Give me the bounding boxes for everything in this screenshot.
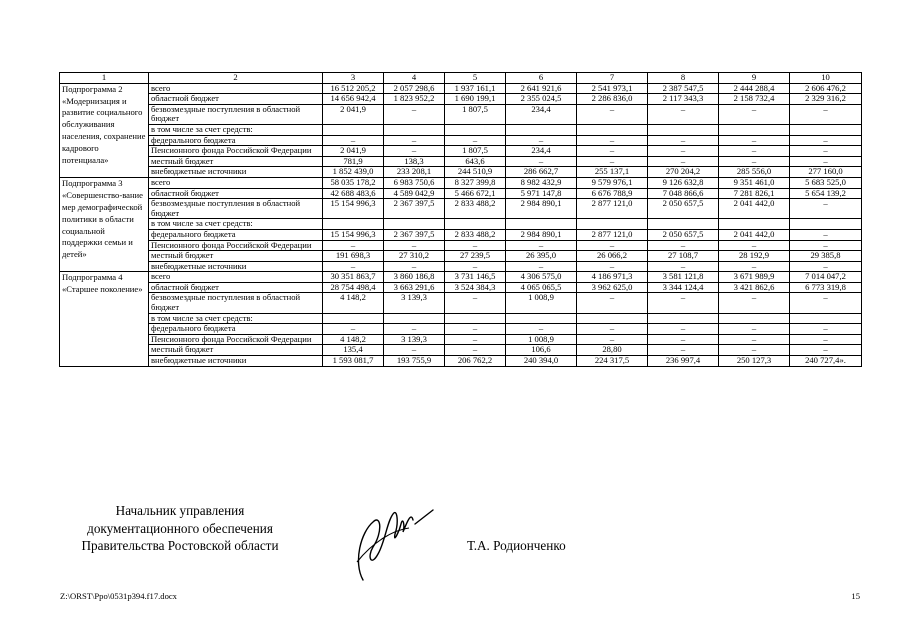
amount-cell: 58 035 178,2 bbox=[323, 177, 384, 188]
amount-cell: 244 510,9 bbox=[445, 167, 506, 178]
amount-cell: – bbox=[577, 324, 648, 335]
funding-source: всего bbox=[149, 83, 323, 94]
funding-source: федерального бюджета bbox=[149, 229, 323, 240]
column-header: 5 bbox=[445, 73, 506, 84]
signatory-name: Т.А. Родионченко bbox=[467, 538, 566, 553]
amount-cell: 3 860 186,8 bbox=[384, 272, 445, 283]
amount-cell: 2 367 397,5 bbox=[384, 229, 445, 240]
funding-source: Пенсионного фонда Российской Федерации bbox=[149, 240, 323, 251]
amount-cell: 1 937 161,1 bbox=[445, 83, 506, 94]
amount-cell: 2 329 316,2 bbox=[790, 94, 862, 105]
amount-cell bbox=[445, 219, 506, 230]
amount-cell: – bbox=[648, 104, 719, 124]
column-header: 3 bbox=[323, 73, 384, 84]
table-row bbox=[60, 146, 862, 157]
handwritten-signature bbox=[343, 492, 441, 587]
table-row bbox=[60, 261, 862, 272]
amount-cell: – bbox=[445, 261, 506, 272]
amount-cell: – bbox=[577, 135, 648, 146]
amount-cell: 8 982 432,9 bbox=[506, 177, 577, 188]
table-row bbox=[60, 282, 862, 293]
amount-cell bbox=[384, 219, 445, 230]
amount-cell: – bbox=[506, 261, 577, 272]
funding-source: в том числе за счет средств: bbox=[149, 219, 323, 230]
amount-cell: 233 208,1 bbox=[384, 167, 445, 178]
amount-cell: 236 997,4 bbox=[648, 356, 719, 367]
amount-cell: – bbox=[323, 261, 384, 272]
amount-cell: 3 344 124,4 bbox=[648, 282, 719, 293]
amount-cell bbox=[719, 219, 790, 230]
amount-cell: 5 971 147,8 bbox=[506, 188, 577, 199]
amount-cell: 9 351 461,0 bbox=[719, 177, 790, 188]
amount-cell: 7 281 826,1 bbox=[719, 188, 790, 199]
amount-cell: 2 606 476,2 bbox=[790, 83, 862, 94]
amount-cell bbox=[384, 313, 445, 324]
column-header: 7 bbox=[577, 73, 648, 84]
table-row bbox=[60, 251, 862, 262]
amount-cell: 3 671 989,9 bbox=[719, 272, 790, 283]
amount-cell: 3 663 291,6 bbox=[384, 282, 445, 293]
amount-cell: – bbox=[445, 240, 506, 251]
amount-cell: – bbox=[790, 229, 862, 240]
table-row bbox=[60, 356, 862, 367]
funding-source: безвозмездные поступления в областной бюджет bbox=[149, 293, 323, 313]
amount-cell: 4 148,2 bbox=[323, 334, 384, 345]
amount-cell: 4 186 971,3 bbox=[577, 272, 648, 283]
amount-cell: 7 014 047,2 bbox=[790, 272, 862, 283]
amount-cell: 277 160,0 bbox=[790, 167, 862, 178]
amount-cell: 26 066,2 bbox=[577, 251, 648, 262]
amount-cell: 1 852 439,0 bbox=[323, 167, 384, 178]
amount-cell bbox=[577, 313, 648, 324]
amount-cell: – bbox=[577, 240, 648, 251]
funding-source: Пенсионного фонда Российской Федерации bbox=[149, 334, 323, 345]
amount-cell: 224 317,5 bbox=[577, 356, 648, 367]
amount-cell: 14 656 942,4 bbox=[323, 94, 384, 105]
table-row bbox=[60, 345, 862, 356]
amount-cell: 240 394,0 bbox=[506, 356, 577, 367]
amount-cell: – bbox=[384, 135, 445, 146]
amount-cell: 4 306 575,0 bbox=[506, 272, 577, 283]
amount-cell: – bbox=[445, 345, 506, 356]
amount-cell: 285 556,0 bbox=[719, 167, 790, 178]
amount-cell: – bbox=[577, 293, 648, 313]
amount-cell: 2 050 657,5 bbox=[648, 229, 719, 240]
amount-cell: – bbox=[384, 261, 445, 272]
funding-source: всего bbox=[149, 177, 323, 188]
amount-cell: 3 421 862,6 bbox=[719, 282, 790, 293]
amount-cell: 2 117 343,3 bbox=[648, 94, 719, 105]
amount-cell: 9 126 632,8 bbox=[648, 177, 719, 188]
amount-cell: – bbox=[323, 240, 384, 251]
funding-source: областной бюджет bbox=[149, 94, 323, 105]
amount-cell: 30 351 863,7 bbox=[323, 272, 384, 283]
amount-cell: 1 690 199,1 bbox=[445, 94, 506, 105]
table-row bbox=[60, 272, 862, 283]
amount-cell: 2 041,9 bbox=[323, 104, 384, 124]
funding-source: федерального бюджета bbox=[149, 135, 323, 146]
table-row bbox=[60, 199, 862, 219]
amount-cell: 8 327 399,8 bbox=[445, 177, 506, 188]
amount-cell bbox=[577, 124, 648, 135]
position-line: Правительства Ростовской области bbox=[81, 538, 279, 553]
amount-cell: – bbox=[719, 240, 790, 251]
table-row bbox=[60, 229, 862, 240]
amount-cell: 2 158 732,4 bbox=[719, 94, 790, 105]
amount-cell: 193 755,9 bbox=[384, 356, 445, 367]
amount-cell: – bbox=[790, 334, 862, 345]
amount-cell: – bbox=[719, 324, 790, 335]
amount-cell: – bbox=[648, 324, 719, 335]
amount-cell: 106,6 bbox=[506, 345, 577, 356]
amount-cell: – bbox=[648, 261, 719, 272]
amount-cell: – bbox=[648, 334, 719, 345]
funding-source: федерального бюджета bbox=[149, 324, 323, 335]
column-header: 9 bbox=[719, 73, 790, 84]
amount-cell: 138,3 bbox=[384, 156, 445, 167]
amount-cell: – bbox=[719, 104, 790, 124]
column-header: 4 bbox=[384, 73, 445, 84]
amount-cell bbox=[648, 124, 719, 135]
amount-cell: – bbox=[790, 293, 862, 313]
amount-cell: 2 041 442,0 bbox=[719, 199, 790, 219]
amount-cell: – bbox=[719, 261, 790, 272]
amount-cell: – bbox=[790, 345, 862, 356]
header-row bbox=[60, 73, 862, 84]
amount-cell bbox=[790, 313, 862, 324]
program-name: Подпрограмма 3 «Совершенство-вание мер демографической политики в области социальной поддержки семьи и детей» bbox=[60, 177, 149, 271]
funding-source: внебюджетные источники bbox=[149, 356, 323, 367]
amount-cell: 2 641 921,6 bbox=[506, 83, 577, 94]
table-row bbox=[60, 240, 862, 251]
amount-cell: 2 041 442,0 bbox=[719, 229, 790, 240]
amount-cell: – bbox=[790, 324, 862, 335]
amount-cell: – bbox=[445, 324, 506, 335]
funding-source: в том числе за счет средств: bbox=[149, 124, 323, 135]
amount-cell: – bbox=[790, 199, 862, 219]
amount-cell: 3 139,3 bbox=[384, 334, 445, 345]
amount-cell: 270 204,2 bbox=[648, 167, 719, 178]
amount-cell: 1 593 081,7 bbox=[323, 356, 384, 367]
amount-cell: – bbox=[719, 146, 790, 157]
amount-cell: – bbox=[577, 334, 648, 345]
amount-cell: 1 823 952,2 bbox=[384, 94, 445, 105]
table-row bbox=[60, 219, 862, 230]
amount-cell: 15 154 996,3 bbox=[323, 199, 384, 219]
amount-cell: 206 762,2 bbox=[445, 356, 506, 367]
funding-source: местный бюджет bbox=[149, 251, 323, 262]
amount-cell bbox=[648, 313, 719, 324]
table-row bbox=[60, 104, 862, 124]
amount-cell: – bbox=[384, 345, 445, 356]
file-path: Z:\ORST\Ppo\0531p394.f17.docx bbox=[60, 591, 177, 601]
funding-source: внебюджетные источники bbox=[149, 167, 323, 178]
budget-table bbox=[59, 72, 862, 367]
amount-cell: – bbox=[648, 135, 719, 146]
amount-cell: 2 877 121,0 bbox=[577, 199, 648, 219]
amount-cell: – bbox=[384, 146, 445, 157]
amount-cell: – bbox=[719, 293, 790, 313]
amount-cell: – bbox=[719, 135, 790, 146]
table-row bbox=[60, 188, 862, 199]
amount-cell: 286 662,7 bbox=[506, 167, 577, 178]
amount-cell: – bbox=[790, 104, 862, 124]
amount-cell: 234,4 bbox=[506, 146, 577, 157]
funding-source: местный бюджет bbox=[149, 345, 323, 356]
amount-cell: 3 581 121,8 bbox=[648, 272, 719, 283]
amount-cell: 3 139,3 bbox=[384, 293, 445, 313]
signatory-position bbox=[60, 502, 300, 555]
amount-cell: – bbox=[445, 293, 506, 313]
amount-cell: 42 688 483,6 bbox=[323, 188, 384, 199]
amount-cell: – bbox=[323, 324, 384, 335]
amount-cell: – bbox=[577, 146, 648, 157]
table-row bbox=[60, 83, 862, 94]
table-row bbox=[60, 293, 862, 313]
amount-cell bbox=[719, 124, 790, 135]
amount-cell: 643,6 bbox=[445, 156, 506, 167]
column-header: 2 bbox=[149, 73, 323, 84]
amount-cell: – bbox=[506, 135, 577, 146]
amount-cell: 4 148,2 bbox=[323, 293, 384, 313]
amount-cell: 1 807,5 bbox=[445, 104, 506, 124]
funding-source: безвозмездные поступления в областной бюджет bbox=[149, 199, 323, 219]
amount-cell: – bbox=[577, 104, 648, 124]
column-header: 1 bbox=[60, 73, 149, 84]
amount-cell: – bbox=[648, 156, 719, 167]
amount-cell: 2 541 973,1 bbox=[577, 83, 648, 94]
amount-cell: 2 444 288,4 bbox=[719, 83, 790, 94]
amount-cell: – bbox=[648, 345, 719, 356]
table-row bbox=[60, 334, 862, 345]
amount-cell: 5 654 139,2 bbox=[790, 188, 862, 199]
amount-cell: 27 239,5 bbox=[445, 251, 506, 262]
amount-cell: 28 192,9 bbox=[719, 251, 790, 262]
table-row bbox=[60, 156, 862, 167]
funding-source: внебюджетные источники bbox=[149, 261, 323, 272]
position-line: Начальник управления bbox=[115, 503, 245, 518]
amount-cell bbox=[323, 124, 384, 135]
amount-cell: 2 367 397,5 bbox=[384, 199, 445, 219]
amount-cell bbox=[506, 124, 577, 135]
amount-cell: 6 983 750,6 bbox=[384, 177, 445, 188]
amount-cell: 2 984 890,1 bbox=[506, 229, 577, 240]
amount-cell: – bbox=[719, 334, 790, 345]
amount-cell bbox=[384, 124, 445, 135]
program-name: Подпрограмма 2 «Модернизация и развитие социального обслуживания населения, сохранение кадрового потенциала» bbox=[60, 83, 149, 177]
amount-cell: 2 984 890,1 bbox=[506, 199, 577, 219]
funding-source: безвозмездные поступления в областной бюджет bbox=[149, 104, 323, 124]
column-header: 6 bbox=[506, 73, 577, 84]
amount-cell: – bbox=[323, 135, 384, 146]
amount-cell: – bbox=[577, 156, 648, 167]
amount-cell: – bbox=[790, 156, 862, 167]
amount-cell: – bbox=[384, 240, 445, 251]
amount-cell: 27 310,2 bbox=[384, 251, 445, 262]
amount-cell: 781,9 bbox=[323, 156, 384, 167]
funding-source: областной бюджет bbox=[149, 282, 323, 293]
table-row bbox=[60, 94, 862, 105]
amount-cell: 2 833 488,2 bbox=[445, 199, 506, 219]
amount-cell: 5 683 525,0 bbox=[790, 177, 862, 188]
amount-cell: – bbox=[719, 156, 790, 167]
amount-cell: 15 154 996,3 bbox=[323, 229, 384, 240]
amount-cell: – bbox=[648, 146, 719, 157]
amount-cell bbox=[445, 313, 506, 324]
amount-cell bbox=[323, 313, 384, 324]
amount-cell: 240 727,4». bbox=[790, 356, 862, 367]
column-header: 10 bbox=[790, 73, 862, 84]
amount-cell: 4 065 065,5 bbox=[506, 282, 577, 293]
amount-cell bbox=[648, 219, 719, 230]
table-row bbox=[60, 324, 862, 335]
table-row bbox=[60, 124, 862, 135]
amount-cell: 1 008,9 bbox=[506, 293, 577, 313]
amount-cell: 5 466 672,1 bbox=[445, 188, 506, 199]
amount-cell: 135,4 bbox=[323, 345, 384, 356]
amount-cell: 28,80 bbox=[577, 345, 648, 356]
amount-cell: 2 286 836,0 bbox=[577, 94, 648, 105]
amount-cell bbox=[323, 219, 384, 230]
amount-cell bbox=[790, 124, 862, 135]
amount-cell: – bbox=[384, 104, 445, 124]
amount-cell: – bbox=[790, 261, 862, 272]
amount-cell bbox=[445, 124, 506, 135]
amount-cell: 2 833 488,2 bbox=[445, 229, 506, 240]
amount-cell: 27 108,7 bbox=[648, 251, 719, 262]
amount-cell: 1 807,5 bbox=[445, 146, 506, 157]
table-row bbox=[60, 177, 862, 188]
amount-cell bbox=[719, 313, 790, 324]
position-line: документационного обеспечения bbox=[87, 520, 273, 536]
funding-source: всего bbox=[149, 272, 323, 283]
amount-cell: – bbox=[506, 156, 577, 167]
amount-cell: 1 008,9 bbox=[506, 334, 577, 345]
amount-cell: – bbox=[445, 135, 506, 146]
amount-cell: 29 385,8 bbox=[790, 251, 862, 262]
funding-source: местный бюджет bbox=[149, 156, 323, 167]
table-row bbox=[60, 135, 862, 146]
amount-cell bbox=[506, 313, 577, 324]
amount-cell bbox=[790, 219, 862, 230]
amount-cell: 2 355 024,5 bbox=[506, 94, 577, 105]
amount-cell: 3 731 146,5 bbox=[445, 272, 506, 283]
amount-cell: – bbox=[790, 135, 862, 146]
amount-cell: 250 127,3 bbox=[719, 356, 790, 367]
amount-cell: 4 589 042,9 bbox=[384, 188, 445, 199]
amount-cell bbox=[506, 219, 577, 230]
funding-source: областной бюджет bbox=[149, 188, 323, 199]
table-row bbox=[60, 313, 862, 324]
amount-cell: – bbox=[648, 240, 719, 251]
amount-cell: 191 698,3 bbox=[323, 251, 384, 262]
amount-cell: – bbox=[719, 345, 790, 356]
amount-cell bbox=[577, 219, 648, 230]
amount-cell: – bbox=[384, 324, 445, 335]
program-name: Подпрограмма 4 «Старшее поколение» bbox=[60, 272, 149, 366]
amount-cell: 7 048 866,6 bbox=[648, 188, 719, 199]
amount-cell: – bbox=[577, 261, 648, 272]
amount-cell: 234,4 bbox=[506, 104, 577, 124]
amount-cell: – bbox=[648, 293, 719, 313]
amount-cell: 2 387 547,5 bbox=[648, 83, 719, 94]
amount-cell: 2 877 121,0 bbox=[577, 229, 648, 240]
amount-cell: – bbox=[790, 240, 862, 251]
amount-cell: 255 137,1 bbox=[577, 167, 648, 178]
funding-source: Пенсионного фонда Российской Федерации bbox=[149, 146, 323, 157]
amount-cell: – bbox=[506, 324, 577, 335]
amount-cell: – bbox=[445, 334, 506, 345]
amount-cell: 28 754 498,4 bbox=[323, 282, 384, 293]
amount-cell: 2 041,9 bbox=[323, 146, 384, 157]
amount-cell: 3 962 625,0 bbox=[577, 282, 648, 293]
amount-cell: 6 773 319,8 bbox=[790, 282, 862, 293]
amount-cell: – bbox=[506, 240, 577, 251]
funding-source: в том числе за счет средств: bbox=[149, 313, 323, 324]
amount-cell: 26 395,0 bbox=[506, 251, 577, 262]
amount-cell: 6 676 788,9 bbox=[577, 188, 648, 199]
column-header: 8 bbox=[648, 73, 719, 84]
page-number: 15 bbox=[851, 591, 860, 601]
amount-cell: 2 050 657,5 bbox=[648, 199, 719, 219]
table-row bbox=[60, 167, 862, 178]
amount-cell: – bbox=[790, 146, 862, 157]
amount-cell: 2 057 298,6 bbox=[384, 83, 445, 94]
amount-cell: 9 579 976,1 bbox=[577, 177, 648, 188]
amount-cell: 3 524 384,3 bbox=[445, 282, 506, 293]
amount-cell: 16 512 205,2 bbox=[323, 83, 384, 94]
